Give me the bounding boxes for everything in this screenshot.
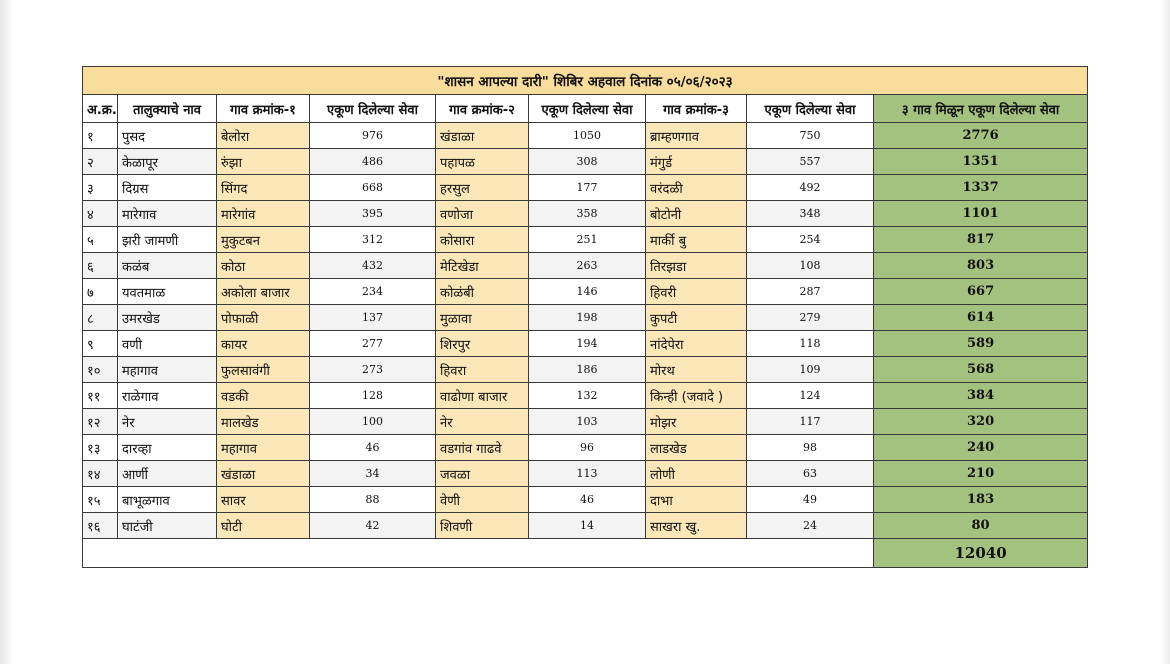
cell-services-2: 14 [529, 513, 646, 539]
cell-taluka: बाभूळगाव [118, 487, 217, 513]
cell-services-3: 117 [747, 409, 874, 435]
cell-sr: ४ [83, 201, 118, 227]
cell-services-2: 198 [529, 305, 646, 331]
cell-services-1: 486 [310, 149, 436, 175]
cell-taluka: पुसद [118, 123, 217, 149]
cell-village-2: कोसारा [436, 227, 529, 253]
cell-taluka: महागाव [118, 357, 217, 383]
cell-total-services: 568 [874, 357, 1088, 383]
cell-village-1: कायर [217, 331, 310, 357]
cell-village-2: शिवणी [436, 513, 529, 539]
header-sr: अ.क्र. [83, 95, 118, 123]
cell-village-1: फुलसावंगी [217, 357, 310, 383]
table-row [83, 487, 1088, 513]
header-services-2: एकूण दिलेल्या सेवा [529, 95, 646, 123]
cell-village-2: नेर [436, 409, 529, 435]
cell-village-3: साखरा खु. [646, 513, 747, 539]
header-village-3: गाव क्रमांक-३ [646, 95, 747, 123]
cell-sr: १ [83, 123, 118, 149]
cell-services-3: 124 [747, 383, 874, 409]
cell-sr: १३ [83, 435, 118, 461]
cell-village-3: दाभा [646, 487, 747, 513]
cell-services-2: 186 [529, 357, 646, 383]
cell-services-3: 108 [747, 253, 874, 279]
cell-services-2: 96 [529, 435, 646, 461]
cell-total-services: 1351 [874, 149, 1088, 175]
cell-services-2: 263 [529, 253, 646, 279]
cell-taluka: झरी जामणी [118, 227, 217, 253]
cell-village-2: पहापळ [436, 149, 529, 175]
cell-services-1: 46 [310, 435, 436, 461]
cell-village-2: मेटिखेडा [436, 253, 529, 279]
cell-services-1: 432 [310, 253, 436, 279]
table-row [83, 227, 1088, 253]
cell-village-2: वेणी [436, 487, 529, 513]
cell-village-1: बेलोरा [217, 123, 310, 149]
cell-total-services: 614 [874, 305, 1088, 331]
cell-sr: ५ [83, 227, 118, 253]
table-row [83, 279, 1088, 305]
cell-services-3: 287 [747, 279, 874, 305]
cell-taluka: केळापूर [118, 149, 217, 175]
cell-total-services: 384 [874, 383, 1088, 409]
cell-services-3: 109 [747, 357, 874, 383]
cell-services-1: 128 [310, 383, 436, 409]
cell-services-1: 277 [310, 331, 436, 357]
table-row [83, 513, 1088, 539]
cell-sr: ७ [83, 279, 118, 305]
cell-total-services: 667 [874, 279, 1088, 305]
cell-services-2: 146 [529, 279, 646, 305]
cell-sr: ८ [83, 305, 118, 331]
table-row [83, 305, 1088, 331]
cell-taluka: राळेगाव [118, 383, 217, 409]
cell-total-services: 80 [874, 513, 1088, 539]
cell-services-3: 118 [747, 331, 874, 357]
table-row [83, 175, 1088, 201]
table-row [83, 331, 1088, 357]
header-total-services: ३ गाव मिळून एकूण दिलेल्या सेवा [874, 95, 1088, 123]
cell-services-2: 46 [529, 487, 646, 513]
table-row [83, 149, 1088, 175]
cell-total-services: 240 [874, 435, 1088, 461]
table-row [83, 461, 1088, 487]
cell-sr: १६ [83, 513, 118, 539]
cell-total-services: 210 [874, 461, 1088, 487]
cell-services-2: 177 [529, 175, 646, 201]
cell-village-1: रुंझा [217, 149, 310, 175]
cell-village-2: जवळा [436, 461, 529, 487]
cell-total-services: 589 [874, 331, 1088, 357]
cell-village-3: कुपटी [646, 305, 747, 331]
cell-village-2: कोळंबी [436, 279, 529, 305]
cell-services-2: 103 [529, 409, 646, 435]
report-title: "शासन आपल्या दारी" शिबिर अहवाल दिनांक ०५/०६/२०२३ [83, 67, 1088, 95]
header-village-1: गाव क्रमांक-१ [217, 95, 310, 123]
cell-village-1: घोटी [217, 513, 310, 539]
camp-report-table [82, 66, 1088, 568]
header-taluka: तालुक्याचे नाव [118, 95, 217, 123]
cell-services-3: 49 [747, 487, 874, 513]
cell-village-1: मालखेड [217, 409, 310, 435]
cell-taluka: दारव्हा [118, 435, 217, 461]
cell-services-3: 98 [747, 435, 874, 461]
cell-services-1: 234 [310, 279, 436, 305]
cell-services-1: 100 [310, 409, 436, 435]
cell-services-3: 492 [747, 175, 874, 201]
cell-village-1: पोफाळी [217, 305, 310, 331]
cell-village-1: सावर [217, 487, 310, 513]
cell-village-3: मार्की बु [646, 227, 747, 253]
cell-total-services: 803 [874, 253, 1088, 279]
cell-services-1: 668 [310, 175, 436, 201]
cell-village-3: हिवरी [646, 279, 747, 305]
cell-village-1: सिंगद [217, 175, 310, 201]
grand-total-spacer [83, 539, 874, 568]
cell-village-3: ब्राम्हणगाव [646, 123, 747, 149]
cell-services-3: 348 [747, 201, 874, 227]
page-edge-shadow [0, 0, 14, 664]
cell-village-3: बोटोनी [646, 201, 747, 227]
cell-services-2: 251 [529, 227, 646, 253]
cell-services-2: 1050 [529, 123, 646, 149]
cell-services-1: 34 [310, 461, 436, 487]
table-row [83, 409, 1088, 435]
cell-services-1: 976 [310, 123, 436, 149]
cell-services-3: 557 [747, 149, 874, 175]
cell-sr: ३ [83, 175, 118, 201]
cell-taluka: दिग्रस [118, 175, 217, 201]
cell-village-1: मुकुटबन [217, 227, 310, 253]
cell-sr: १० [83, 357, 118, 383]
cell-village-2: वाढोणा बाजार [436, 383, 529, 409]
cell-services-1: 88 [310, 487, 436, 513]
header-services-3: एकूण दिलेल्या सेवा [747, 95, 874, 123]
cell-taluka: वणी [118, 331, 217, 357]
cell-total-services: 2776 [874, 123, 1088, 149]
cell-village-3: मोरथ [646, 357, 747, 383]
header-village-2: गाव क्रमांक-२ [436, 95, 529, 123]
grand-total-value: 12040 [874, 539, 1088, 568]
cell-village-2: मुळावा [436, 305, 529, 331]
table-row [83, 357, 1088, 383]
cell-sr: २ [83, 149, 118, 175]
cell-taluka: उमरखेड [118, 305, 217, 331]
cell-village-3: लाडखेड [646, 435, 747, 461]
cell-services-1: 273 [310, 357, 436, 383]
table-row [83, 435, 1088, 461]
cell-village-3: लोणी [646, 461, 747, 487]
cell-village-2: हरसुल [436, 175, 529, 201]
cell-services-3: 63 [747, 461, 874, 487]
grand-total-row [83, 539, 1088, 568]
cell-services-3: 279 [747, 305, 874, 331]
table-row [83, 383, 1088, 409]
cell-services-2: 194 [529, 331, 646, 357]
cell-total-services: 320 [874, 409, 1088, 435]
cell-sr: ९ [83, 331, 118, 357]
cell-services-1: 137 [310, 305, 436, 331]
table-row [83, 253, 1088, 279]
cell-services-2: 113 [529, 461, 646, 487]
cell-taluka: घाटंजी [118, 513, 217, 539]
cell-services-2: 358 [529, 201, 646, 227]
cell-sr: १४ [83, 461, 118, 487]
cell-village-1: महागाव [217, 435, 310, 461]
cell-village-3: मंगुर्ड [646, 149, 747, 175]
header-row [83, 95, 1088, 123]
cell-village-1: अकोला बाजार [217, 279, 310, 305]
cell-village-1: मारेगांव [217, 201, 310, 227]
cell-sr: ११ [83, 383, 118, 409]
cell-services-1: 312 [310, 227, 436, 253]
cell-village-2: हिवरा [436, 357, 529, 383]
table-row [83, 201, 1088, 227]
cell-village-3: तिरझडा [646, 253, 747, 279]
cell-village-2: वणोजा [436, 201, 529, 227]
cell-taluka: कळंब [118, 253, 217, 279]
cell-taluka: आर्णी [118, 461, 217, 487]
cell-services-3: 24 [747, 513, 874, 539]
cell-taluka: यवतमाळ [118, 279, 217, 305]
cell-total-services: 1337 [874, 175, 1088, 201]
cell-services-1: 395 [310, 201, 436, 227]
table-row [83, 123, 1088, 149]
cell-services-1: 42 [310, 513, 436, 539]
cell-village-2: शिरपुर [436, 331, 529, 357]
cell-total-services: 817 [874, 227, 1088, 253]
report-title-row [83, 67, 1088, 95]
cell-village-1: वडकी [217, 383, 310, 409]
page-edge-shadow [1160, 0, 1170, 664]
cell-village-2: वडगांव गाढवे [436, 435, 529, 461]
cell-services-2: 132 [529, 383, 646, 409]
cell-total-services: 1101 [874, 201, 1088, 227]
cell-village-3: वरंदळी [646, 175, 747, 201]
cell-taluka: मारेगाव [118, 201, 217, 227]
cell-total-services: 183 [874, 487, 1088, 513]
cell-sr: ६ [83, 253, 118, 279]
cell-village-3: मोझर [646, 409, 747, 435]
cell-services-3: 254 [747, 227, 874, 253]
cell-services-3: 750 [747, 123, 874, 149]
cell-sr: १५ [83, 487, 118, 513]
cell-village-1: कोठा [217, 253, 310, 279]
cell-village-2: खंडाळा [436, 123, 529, 149]
cell-village-1: खंडाळा [217, 461, 310, 487]
cell-services-2: 308 [529, 149, 646, 175]
cell-village-3: किन्ही (जवादे ) [646, 383, 747, 409]
cell-village-3: नांदेपेरा [646, 331, 747, 357]
cell-sr: १२ [83, 409, 118, 435]
header-services-1: एकूण दिलेल्या सेवा [310, 95, 436, 123]
cell-taluka: नेर [118, 409, 217, 435]
